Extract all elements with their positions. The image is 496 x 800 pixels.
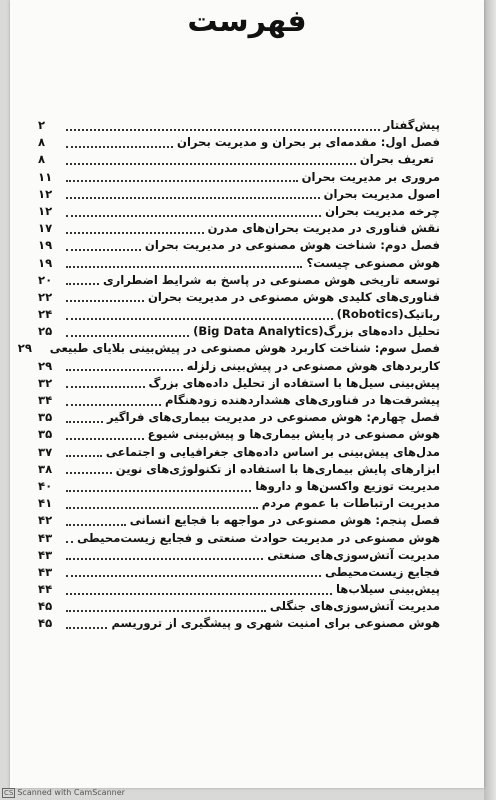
toc-entry-title: فصل سوم: شناخت کاربرد هوش مصنوعی در پیش‌بینی بلایای طبیعی — [49, 341, 440, 356]
toc-dot-leader — [66, 472, 112, 474]
toc-entry — [38, 134, 440, 151]
toc-entry — [38, 615, 440, 632]
toc-entry — [38, 306, 440, 323]
toc-entry-page-number: ۲۵ — [38, 324, 53, 339]
toc-dot-leader — [66, 232, 204, 234]
toc-entry-title: فجایع زیست‌محیطی — [325, 564, 440, 579]
toc-entry-page-number: ۳۴ — [38, 393, 53, 407]
scanner-watermark-text: Scanned with CamScanner — [17, 788, 125, 797]
toc-dot-leader — [66, 266, 302, 268]
toc-entry-title: پیش‌بینی سیل‌ها با استفاده از تحلیل داده‌های بزرگ — [148, 375, 440, 390]
toc-entry-page-number: ۴۳ — [38, 547, 53, 562]
toc-entry-title: فصل چهارم: هوش مصنوعی در مدیریت بیماری‌های فراگیر — [106, 410, 440, 425]
toc-entry — [38, 495, 440, 512]
toc-dot-leader — [66, 404, 161, 406]
toc-entry — [38, 512, 440, 529]
toc-dot-leader — [66, 249, 141, 251]
toc-entry — [38, 564, 440, 581]
toc-entry-page-number: ۲۴ — [38, 307, 53, 322]
toc-entry-title: پیش‌بینی سیلاب‌ها — [335, 582, 440, 597]
toc-dot-leader — [66, 318, 333, 320]
toc-dot-leader — [66, 541, 73, 543]
toc-entry-page-number: ۴۳ — [38, 564, 53, 579]
toc-entry — [38, 186, 440, 203]
toc-entry — [38, 272, 440, 289]
toc-entry-title: مدیریت توزیع واکسن‌ها و داروها — [255, 478, 440, 493]
toc-entry — [38, 169, 440, 186]
toc-dot-leader — [66, 163, 356, 165]
toc-dot-leader — [66, 146, 173, 148]
toc-dot-leader — [66, 490, 251, 492]
toc-entry-title: رباتیک(Robotics) — [336, 307, 440, 322]
toc-entry — [38, 392, 440, 409]
toc-dot-leader — [66, 369, 183, 371]
toc-entry — [38, 358, 440, 375]
toc-entry-page-number: ۴۰ — [38, 478, 53, 493]
toc-entry-title: نقش فناوری در مدیریت بحران‌های مدرن — [207, 221, 440, 236]
toc-entry-page-number: ۱۲ — [38, 186, 53, 201]
toc-entry-page-number: ۴۵ — [38, 599, 53, 614]
toc-entry-page-number: ۱۹ — [38, 255, 53, 270]
toc-dot-leader — [66, 283, 99, 285]
toc-entry-title: مدیریت ارتباطات با عموم مردم — [261, 496, 440, 511]
page-title: فهرست — [187, 4, 307, 39]
toc-dot-leader — [66, 593, 332, 595]
toc-entry — [38, 375, 440, 392]
toc-entry-page-number: ۴۵ — [38, 616, 53, 631]
toc-entry-title: مدل‌های پیش‌بینی بر اساس داده‌های جغرافیایی و اجتماعی — [105, 444, 440, 459]
toc-entry — [38, 289, 440, 306]
toc-entry — [38, 581, 440, 598]
toc-entry — [38, 323, 440, 340]
toc-entry-page-number: ۲۰ — [38, 272, 53, 287]
toc-dot-leader — [66, 575, 321, 577]
toc-dot-leader — [66, 627, 107, 629]
toc-entry-title: کاربردهای هوش مصنوعی در پیش‌بینی زلزله — [186, 358, 440, 373]
toc-entry-page-number: ۳۲ — [38, 375, 53, 390]
toc-entry-page-number: ۳۵ — [38, 427, 53, 442]
toc-entry-page-number: ۸ — [38, 135, 46, 150]
toc-entry-page-number: ۱۱ — [38, 169, 53, 184]
toc-entry — [38, 117, 440, 134]
book-page — [10, 0, 484, 788]
toc-entry-title: فصل پنجم: هوش مصنوعی در مواجهه با فجایع انسانی — [129, 513, 440, 528]
toc-entry-title: ابزارهای پایش بیماری‌ها با استفاده از تکنولوژی‌های نوین — [115, 461, 440, 476]
toc-entry-title: مروری بر مدیریت بحران — [301, 169, 440, 184]
toc-entry-title: هوش مصنوعی در پایش بیماری‌ها و پیش‌بینی شیوع — [147, 427, 440, 442]
toc-entry — [38, 426, 440, 443]
toc-entry — [17, 340, 440, 357]
toc-entry — [38, 530, 440, 547]
toc-dot-leader — [66, 610, 266, 612]
toc-dot-leader — [66, 558, 263, 560]
toc-entry — [38, 203, 440, 220]
toc-entry-page-number: ۳۵ — [38, 410, 53, 425]
toc-entry-page-number: ۲۲ — [38, 289, 53, 304]
toc-entry — [38, 478, 440, 495]
toc-entry-page-number: ۴۲ — [38, 513, 53, 528]
toc-dot-leader — [66, 129, 380, 131]
toc-entry-title: تحلیل داده‌های بزرگ(Big Data Analytics) — [193, 324, 440, 339]
toc-entry-title: فناوری‌های کلیدی هوش مصنوعی در مدیریت بحران — [148, 289, 440, 304]
toc-entry-title: تعریف بحران — [359, 152, 434, 167]
toc-dot-leader — [66, 386, 145, 388]
page-spine-shadow — [484, 0, 496, 800]
toc-entry-page-number: ۳۷ — [38, 444, 53, 459]
toc-entry-title: هوش مصنوعی برای امنیت شهری و پیشگیری از تروریسم — [111, 616, 440, 631]
toc-entry-page-number: ۲۹ — [38, 358, 53, 373]
toc-entry — [38, 409, 440, 426]
toc-entry — [38, 444, 440, 461]
toc-dot-leader — [66, 507, 258, 509]
toc-entry-page-number: ۳۸ — [38, 461, 53, 476]
toc-dot-leader — [66, 215, 321, 217]
toc-entry-page-number: ۱۹ — [38, 238, 53, 253]
toc-dot-leader — [66, 421, 103, 423]
toc-entry — [38, 151, 440, 168]
toc-entry — [38, 237, 440, 254]
toc-dot-leader — [66, 438, 144, 440]
camscanner-logo-icon: CS — [4, 789, 14, 797]
table-of-contents — [17, 117, 440, 633]
toc-entry-page-number: ۴۳ — [38, 530, 53, 545]
toc-entry-title: مدیریت آتش‌سوزی‌های صنعتی — [267, 547, 440, 562]
toc-entry — [38, 220, 440, 237]
toc-dot-leader — [66, 335, 189, 337]
toc-entry — [38, 547, 440, 564]
toc-entry-title: پیشرفت‌ها در فناوری‌های هشداردهنده زودهنگام — [165, 393, 440, 407]
toc-entry-page-number: ۲ — [38, 118, 46, 132]
toc-dot-leader — [66, 455, 102, 457]
toc-entry-title: هوش مصنوعی چیست؟ — [306, 255, 440, 270]
toc-entry-title: اصول مدیریت بحران — [323, 186, 440, 201]
toc-entry-page-number: ۱۷ — [38, 221, 53, 236]
toc-dot-leader — [66, 300, 144, 302]
toc-entry-title: چرخه مدیریت بحران — [325, 203, 440, 218]
scanner-watermark — [2, 788, 125, 798]
toc-entry — [38, 598, 440, 615]
toc-entry-title: فصل اول: مقدمه‌ای بر بحران و مدیریت بحران — [177, 135, 440, 150]
toc-entry-page-number: ۴۱ — [38, 496, 53, 511]
toc-entry-title: هوش مصنوعی در مدیریت حوادث صنعتی و فجایع زیست‌محیطی — [77, 530, 440, 545]
toc-entry — [38, 255, 440, 272]
toc-entry-title: پیش‌گفتار — [383, 118, 440, 132]
toc-dot-leader — [66, 197, 320, 199]
toc-entry-title: توسعه تاریخی هوش مصنوعی در پاسخ به شرایط اضطراری — [102, 272, 440, 287]
toc-entry-page-number: ۲۹ — [17, 341, 32, 356]
toc-entry-title: مدیریت آتش‌سوزی‌های جنگلی — [269, 599, 440, 614]
toc-entry-page-number: ۴۴ — [38, 582, 53, 597]
toc-dot-leader — [66, 524, 126, 526]
toc-entry-page-number: ۱۲ — [38, 203, 53, 218]
toc-entry-title: فصل دوم: شناخت هوش مصنوعی در مدیریت بحران — [144, 238, 440, 253]
toc-entry-page-number: ۸ — [38, 152, 46, 167]
toc-dot-leader — [66, 180, 298, 182]
toc-entry — [38, 461, 440, 478]
